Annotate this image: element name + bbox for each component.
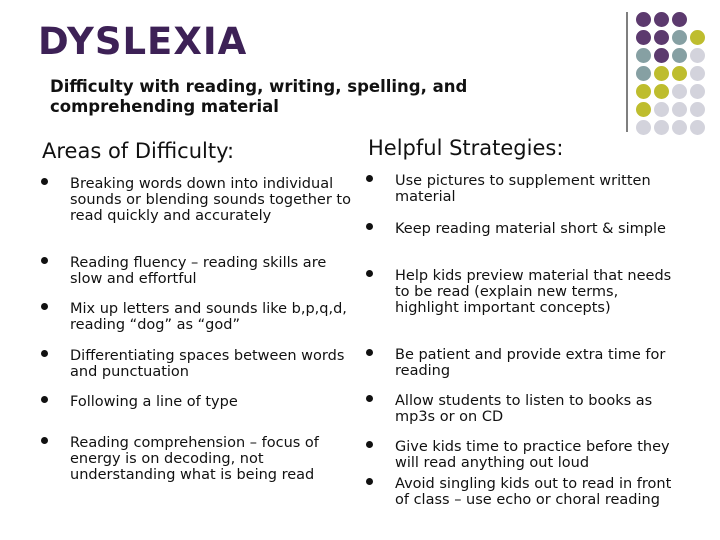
areas-of-difficulty-heading: Areas of Difficulty: — [42, 139, 235, 163]
decorative-dot — [690, 120, 705, 135]
bullet-icon — [366, 441, 373, 448]
decorative-dot — [690, 48, 705, 63]
decorative-dot — [672, 66, 687, 81]
list-item: Reading fluency – reading skills are slow and effortful — [41, 255, 351, 287]
list-item: Breaking words down into individual sounds or blending sounds together to read quickly and accurately — [41, 176, 351, 224]
helpful-strategies-heading: Helpful Strategies: — [368, 136, 564, 160]
decorative-dot — [690, 84, 705, 99]
decorative-dot — [672, 102, 687, 117]
decorative-dot — [654, 84, 669, 99]
bullet-icon — [366, 223, 373, 230]
bullet-icon — [41, 303, 48, 310]
decorative-divider — [626, 12, 628, 132]
list-item: Differentiating spaces between words and punctuation — [41, 348, 351, 380]
decorative-dot — [690, 102, 705, 117]
list-item: Keep reading material short & simple — [366, 221, 676, 237]
decorative-dot — [672, 48, 687, 63]
decorative-dot — [672, 120, 687, 135]
list-item: Give kids time to practice before they will read anything out loud — [366, 439, 676, 471]
decorative-dot — [654, 102, 669, 117]
bullet-icon — [366, 270, 373, 277]
list-item: Avoid singling kids out to read in front of class – use echo or choral reading — [366, 476, 676, 508]
bullet-icon — [366, 349, 373, 356]
decorative-dot — [654, 66, 669, 81]
decorative-dot — [636, 102, 651, 117]
decorative-dot — [636, 66, 651, 81]
decorative-dot — [690, 30, 705, 45]
bullet-icon — [41, 178, 48, 185]
decorative-dot — [636, 84, 651, 99]
decorative-dot — [636, 30, 651, 45]
bullet-icon — [366, 395, 373, 402]
list-item: Allow students to listen to books as mp3s or on CD — [366, 393, 676, 425]
page-subtitle: Difficulty with reading, writing, spelling, and comprehending material — [50, 77, 468, 116]
page-title: DYSLEXIA — [38, 20, 248, 63]
decorative-dot — [654, 12, 669, 27]
decorative-dot — [672, 84, 687, 99]
decorative-dot — [690, 66, 705, 81]
list-item: Use pictures to supplement written material — [366, 173, 676, 205]
bullet-icon — [366, 478, 373, 485]
decorative-dot — [672, 30, 687, 45]
list-item: Following a line of type — [41, 394, 351, 410]
decorative-dot — [636, 48, 651, 63]
decorative-dot — [654, 48, 669, 63]
bullet-icon — [41, 350, 48, 357]
decorative-dot — [636, 120, 651, 135]
bullet-icon — [41, 396, 48, 403]
bullet-icon — [41, 437, 48, 444]
list-item: Help kids preview material that needs to be read (explain new terms, highlight important concepts) — [366, 268, 676, 316]
decorative-dot — [636, 12, 651, 27]
list-item: Be patient and provide extra time for reading — [366, 347, 676, 379]
decorative-dot — [672, 12, 687, 27]
list-item: Mix up letters and sounds like b,p,q,d, reading “dog” as “god” — [41, 301, 351, 333]
bullet-icon — [41, 257, 48, 264]
decorative-dot — [654, 120, 669, 135]
bullet-icon — [366, 175, 373, 182]
list-item: Reading comprehension – focus of energy is on decoding, not understanding what is being read — [41, 435, 351, 483]
decorative-dot — [654, 30, 669, 45]
